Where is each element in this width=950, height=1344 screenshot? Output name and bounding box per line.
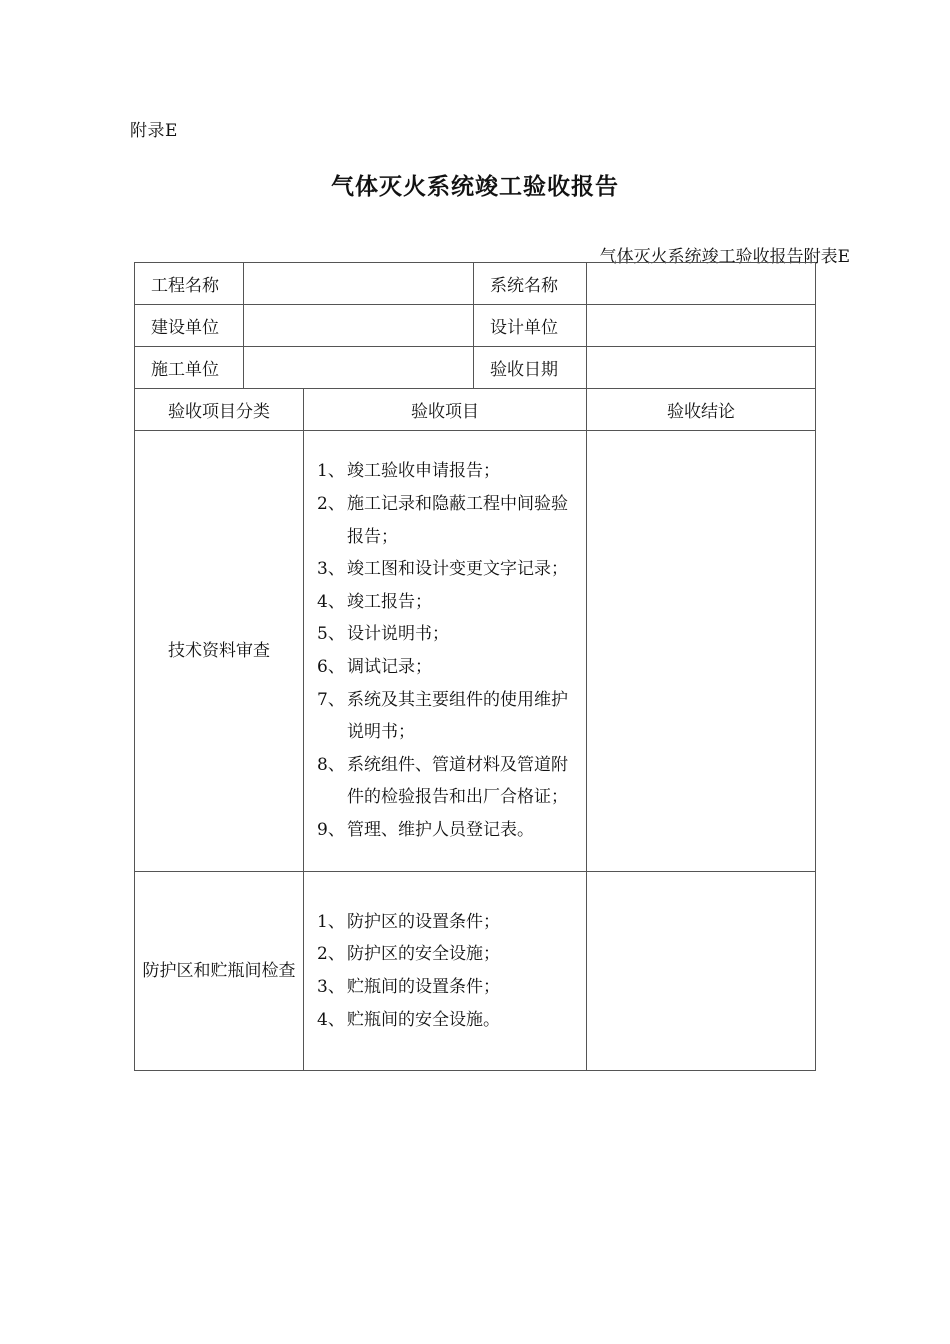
item-number: 1、 [317, 911, 345, 932]
item-text: 防护区的设置条件； [347, 911, 500, 932]
design-unit-label: 设计单位 [474, 305, 587, 347]
project-name-label: 工程名称 [135, 263, 244, 305]
item-text: 贮瓶间的安全设施。 [347, 1009, 500, 1030]
list-item [317, 684, 578, 749]
list-item [317, 553, 578, 586]
item-text: 施工记录和隐蔽工程中间验验报告； [347, 494, 568, 547]
item-number: 1、 [317, 461, 345, 482]
item-text: 贮瓶间的设置条件； [347, 977, 500, 997]
conclusion-protection-area[interactable] [587, 872, 816, 1071]
item-number: 7、 [317, 689, 345, 710]
contractor-unit-field[interactable] [244, 347, 474, 389]
project-name-field[interactable] [244, 263, 474, 305]
section-row-protection-area [135, 872, 816, 1071]
list-item [317, 906, 578, 939]
construction-unit-field[interactable] [244, 305, 474, 347]
item-text: 竣工图和设计变更文字记录； [347, 559, 568, 580]
item-text: 系统组件、管道材料及管道附件的检验报告和出厂合格证； [347, 754, 568, 808]
system-name-field[interactable] [587, 263, 816, 305]
system-name-label: 系统名称 [474, 263, 587, 305]
item-number: 8、 [317, 754, 345, 775]
item-text: 调试记录； [347, 657, 432, 677]
header-conclusion: 验收结论 [587, 389, 816, 431]
item-list [304, 906, 586, 1036]
item-number: 2、 [317, 494, 345, 515]
document-title: 气体灭火系统竣工验收报告 [331, 174, 619, 200]
list-item [317, 586, 578, 619]
item-number: 9、 [317, 819, 345, 840]
item-number: 4、 [317, 1009, 345, 1030]
header-items: 验收项目 [304, 389, 587, 431]
column-header-row [135, 389, 816, 431]
list-item [317, 618, 578, 651]
appendix-label: 附录E [130, 121, 178, 141]
item-text: 竣工验收申请报告； [347, 461, 500, 482]
item-number: 5、 [317, 624, 345, 645]
list-item [317, 1004, 578, 1037]
list-item [317, 749, 578, 814]
acceptance-date-label: 验收日期 [474, 347, 587, 389]
design-unit-field[interactable] [587, 305, 816, 347]
list-item [317, 971, 578, 1004]
attached-table-label: 气体灭火系统竣工验收报告附表E [599, 247, 850, 267]
items-technical-docs [304, 431, 587, 872]
conclusion-technical-docs[interactable] [587, 431, 816, 872]
construction-unit-label: 建设单位 [135, 305, 244, 347]
item-text: 竣工报告； [347, 591, 432, 612]
item-text: 系统及其主要组件的使用维护说明书； [347, 689, 568, 743]
item-text: 防护区的安全设施； [347, 944, 500, 965]
acceptance-date-field[interactable] [587, 347, 816, 389]
item-number: 3、 [317, 559, 345, 580]
list-item [317, 455, 578, 488]
item-text: 设计说明书； [347, 624, 449, 645]
list-item [317, 488, 578, 553]
info-row-project [135, 263, 816, 305]
item-number: 6、 [317, 657, 345, 677]
info-row-contractor [135, 347, 816, 389]
item-text: 管理、维护人员登记表。 [347, 819, 534, 840]
list-item [317, 814, 578, 847]
item-number: 4、 [317, 591, 345, 612]
acceptance-report-table [134, 262, 816, 1071]
category-protection-area: 防护区和贮瓶间检查 [135, 872, 304, 1071]
item-number: 2、 [317, 944, 345, 965]
item-number: 3、 [317, 977, 345, 997]
list-item [317, 651, 578, 684]
contractor-unit-label: 施工单位 [135, 347, 244, 389]
item-list [304, 455, 586, 846]
header-category: 验收项目分类 [135, 389, 304, 431]
items-protection-area [304, 872, 587, 1071]
category-technical-docs: 技术资料审查 [135, 431, 304, 872]
info-row-builder [135, 305, 816, 347]
section-row-technical-docs [135, 431, 816, 872]
list-item [317, 938, 578, 971]
